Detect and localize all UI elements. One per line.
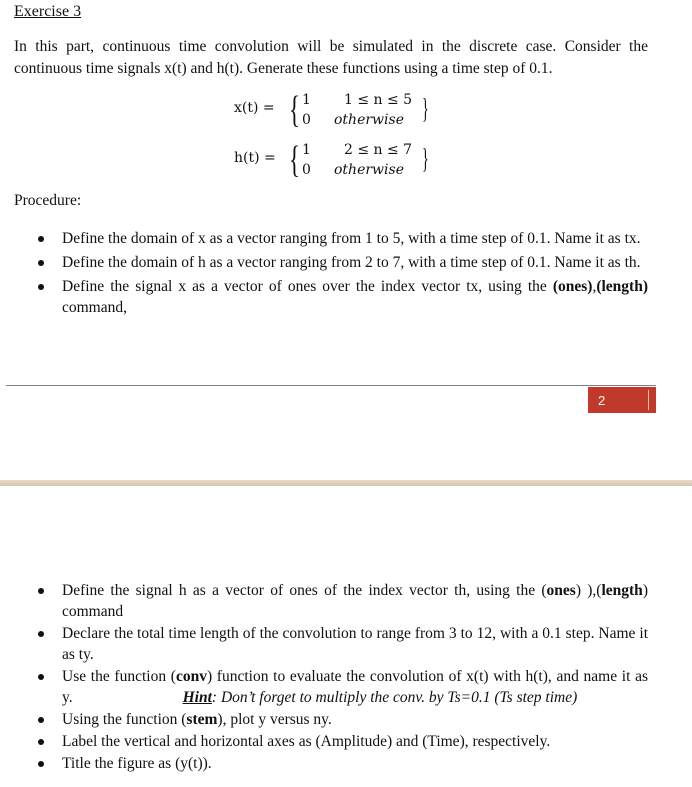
list-item: [0, 228, 648, 249]
equation-h-lhs: h(t) =: [234, 150, 276, 166]
hint-label: Hint: [182, 689, 212, 706]
bullet-icon: [38, 761, 44, 767]
keyword-conv: conv: [175, 668, 207, 685]
step-text-post: ), plot y versus ny.: [217, 711, 332, 728]
equation-x-condition-1: 1 ≤ n ≤ 5: [344, 92, 413, 108]
list-item: [0, 580, 648, 622]
list-item: [0, 731, 648, 752]
keyword-length: (length): [596, 278, 648, 295]
step-text: Title the figure as (y(t)).: [62, 755, 212, 772]
equation-x: [234, 89, 464, 132]
step-text: Label the vertical and horizontal axes as (Amplitude) and (Time), respectively.: [62, 733, 551, 750]
step-text-mid: ,: [592, 278, 597, 295]
keyword-length: length: [601, 582, 643, 599]
page-number-badge: [588, 387, 656, 413]
list-item: [0, 709, 648, 730]
bullet-icon: [38, 284, 44, 290]
page-number: 2: [598, 393, 606, 408]
procedure-list-page-1: [0, 228, 648, 321]
bullet-icon: [38, 674, 44, 680]
left-brace-icon: {: [289, 139, 300, 181]
keyword-stem: stem: [186, 711, 218, 728]
bullet-icon: [38, 236, 44, 242]
step-text-post: ) function to evaluate the convolution of x(t) with h(t), and name it as y.: [62, 668, 648, 706]
step-text: Define the domain of h as a vector ranging from 2 to 7, with a time step of 0.1. Name it as th.: [62, 254, 641, 271]
step-text-pre: Using the function (: [62, 711, 187, 728]
right-brace-icon: }: [422, 94, 429, 125]
step-text-post: command,: [62, 299, 127, 316]
step-text-pre: Use the function (: [62, 668, 176, 685]
list-item: [0, 252, 648, 273]
bullet-icon: [38, 260, 44, 266]
equation-h-condition-0: otherwise: [334, 162, 404, 178]
step-text-pre: Define the signal h as a vector of ones of the index vector th, using the (: [62, 582, 547, 599]
list-item: [0, 623, 648, 665]
list-item: [0, 666, 648, 708]
step-text-pre: Define the signal x as a vector of ones over the index vector tx, using the: [62, 278, 553, 295]
equation-x-lhs: x(t) =: [234, 100, 275, 116]
step-text: Define the domain of x as a vector ranging from 1 to 5, with a time step of 0.1. Name it as tx.: [62, 230, 641, 247]
bullet-icon: [38, 717, 44, 723]
right-brace-icon: }: [422, 144, 429, 175]
list-item: [0, 276, 648, 318]
equation-h-value-0: 0: [302, 162, 311, 178]
equation-x-value-0: 0: [302, 112, 311, 128]
list-item: [0, 753, 648, 774]
step-text: Declare the total time length of the convolution to range from 3 to 12, with a 0.1 step. Name it as ty.: [62, 625, 648, 663]
intro-paragraph: In this part, continuous time convolution will be simulated in the discrete case. Consider the continuous time signals x(t) and h(t). Generate these functions using a time step of 0.1.: [14, 38, 648, 77]
hint-text: : Don’t forget to multiply the conv. by Ts=0.1 (Ts step time): [211, 689, 578, 706]
equation-x-condition-0: otherwise: [334, 112, 404, 128]
keyword-ones: (ones): [552, 278, 593, 295]
bullet-icon: [38, 631, 44, 637]
procedure-list-page-2: [0, 580, 648, 775]
procedure-label: Procedure:: [14, 192, 82, 209]
footer-divider: [6, 385, 656, 386]
left-brace-icon: {: [289, 89, 300, 131]
page-number-separator: [648, 390, 649, 410]
equation-h: [234, 139, 464, 182]
bullet-icon: [38, 739, 44, 745]
equation-x-value-1: 1: [302, 92, 311, 108]
keyword-ones: ones: [546, 582, 576, 599]
step-text-post: ) command: [62, 582, 648, 620]
bullet-icon: [38, 588, 44, 594]
equation-h-value-1: 1: [302, 142, 311, 158]
hint: [183, 687, 578, 708]
exercise-heading: Exercise 3: [14, 3, 82, 20]
equation-h-condition-1: 2 ≤ n ≤ 7: [344, 142, 413, 158]
step-text-mid: ) ),(: [575, 582, 602, 599]
